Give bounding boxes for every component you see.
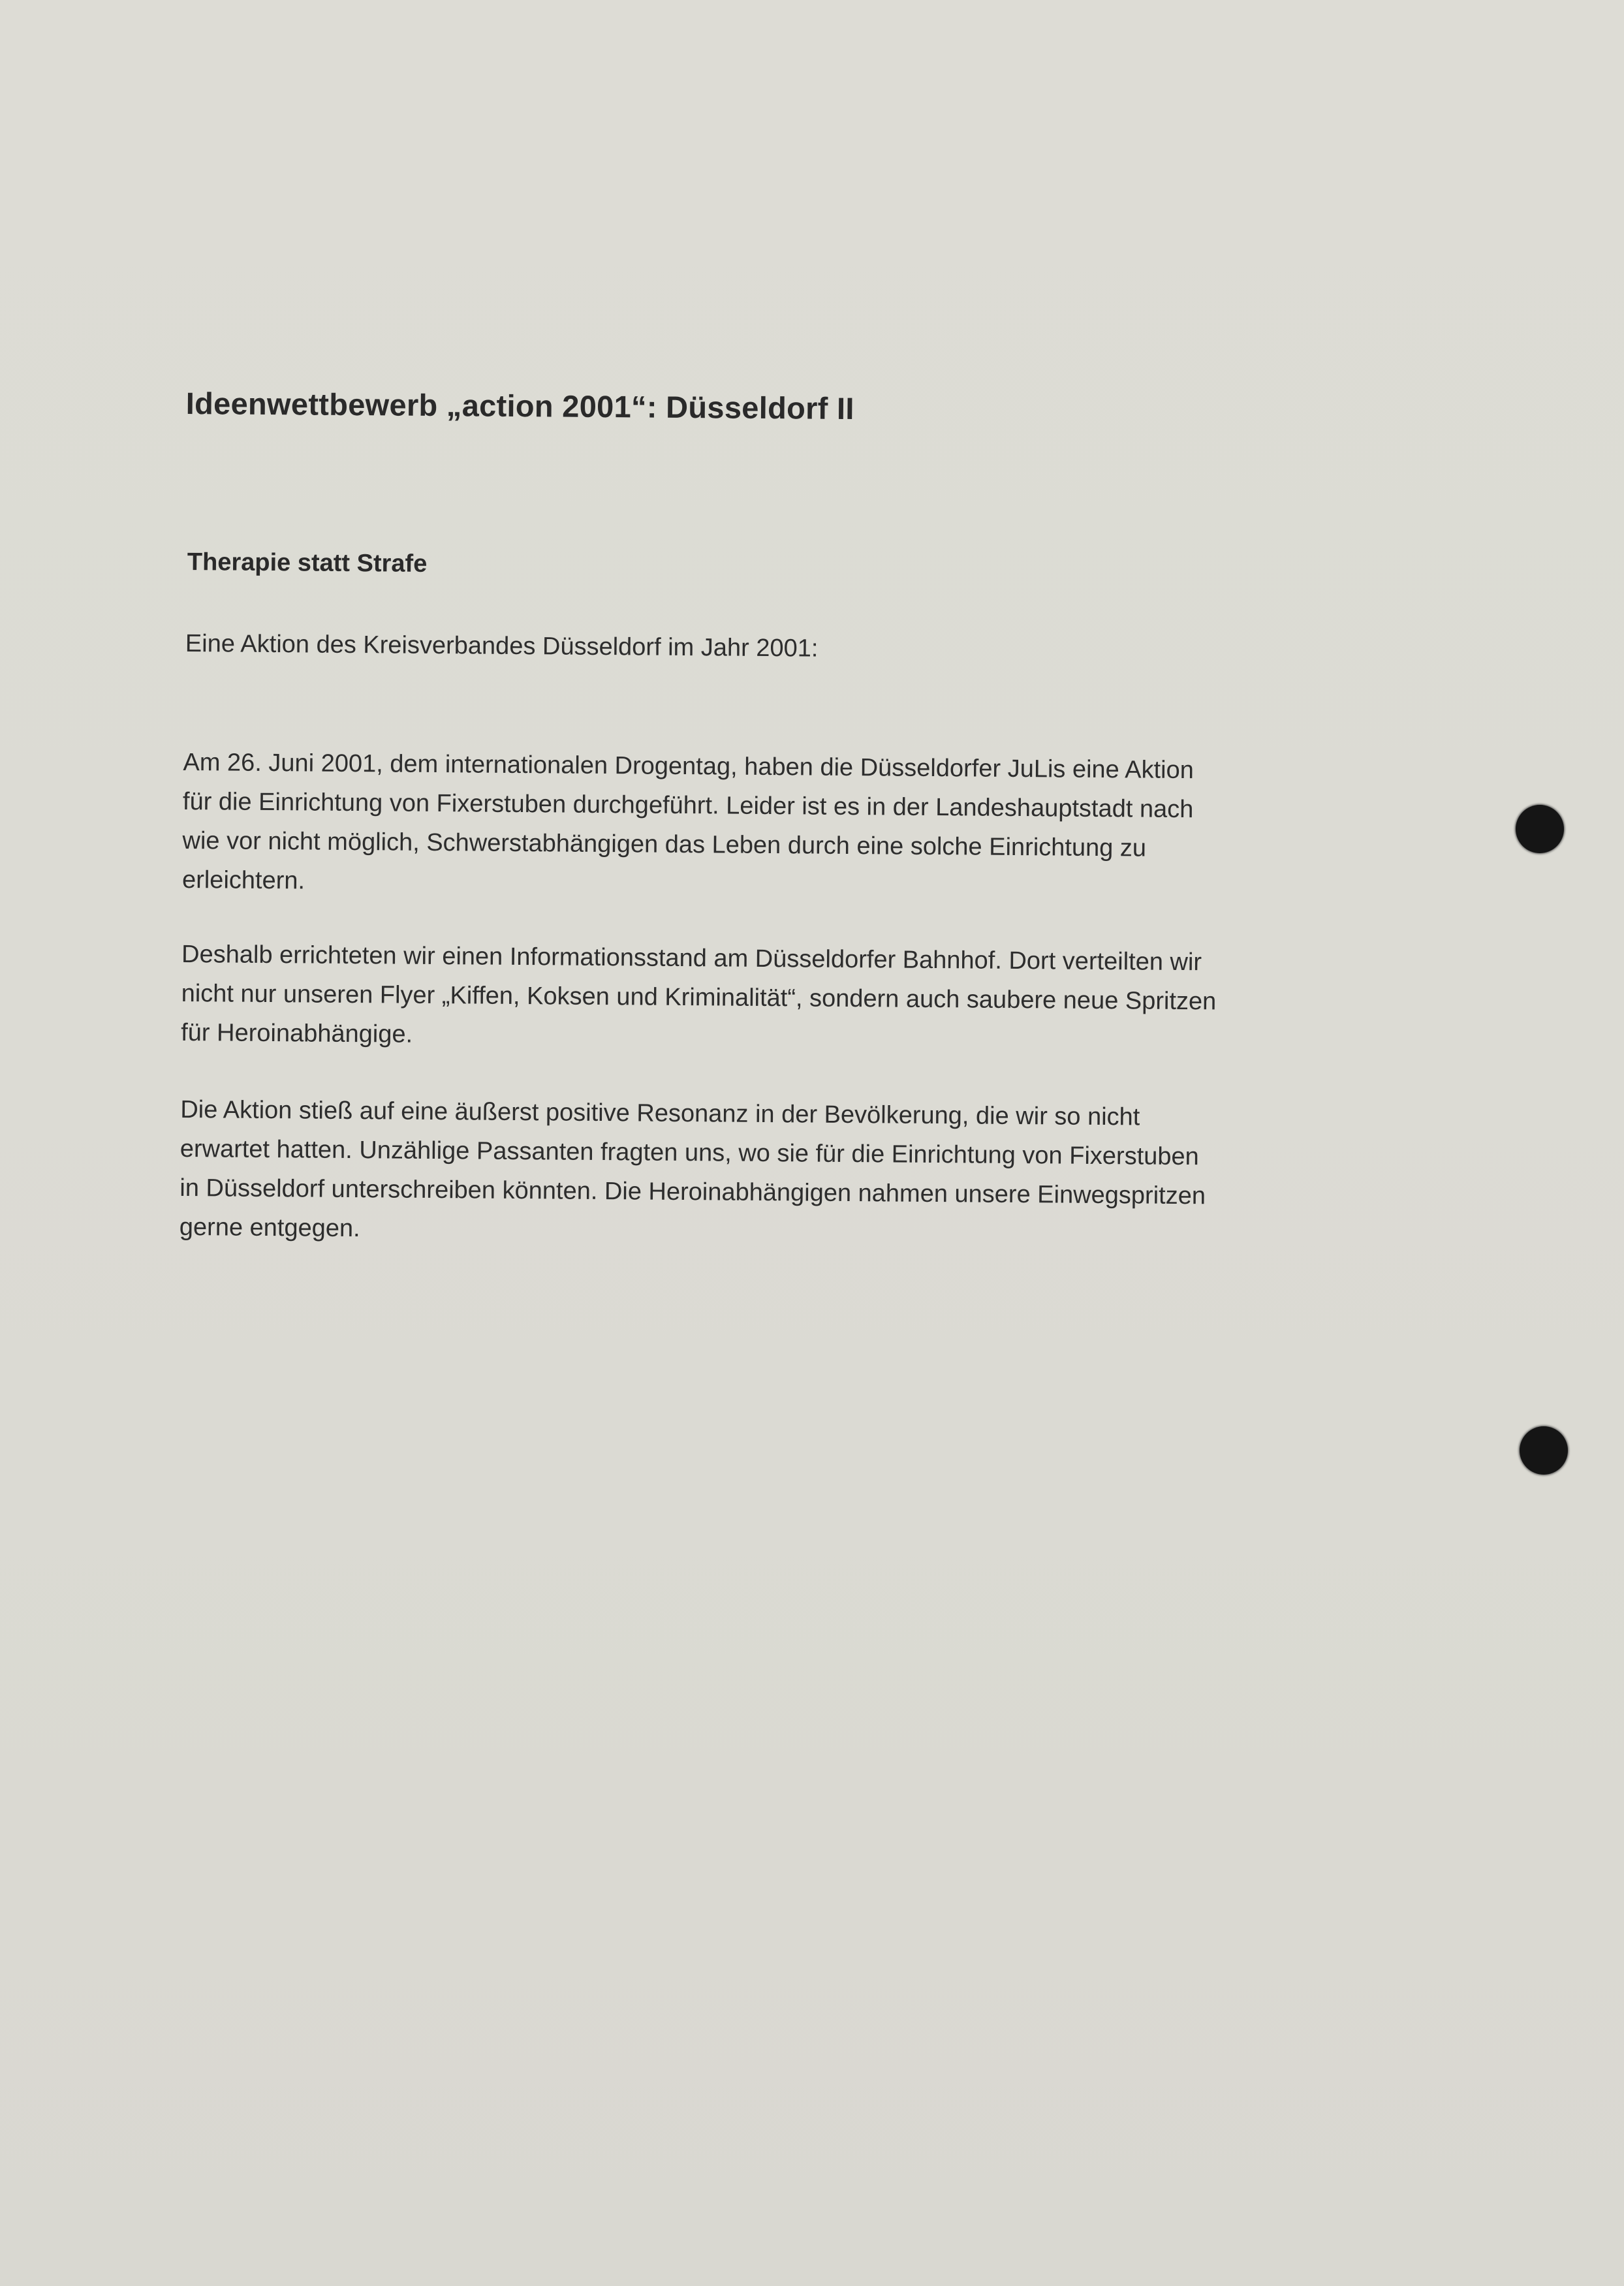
paragraph-2: Deshalb errichteten wir einen Informationsstand am Düsseldorfer Bahnhof. Dort verteilten wir nicht nur unseren Flyer „Kiffen, Koksen und Kriminalität“, sondern auch saubere neue Spritzen für Heroinabhängige.	[181, 940, 1217, 1048]
document-title: Ideenwettbewerb „action 2001“: Düsseldorf II	[185, 385, 854, 426]
intro-line: Eine Aktion des Kreisverbandes Düsseldorf im Jahr 2001:	[185, 630, 819, 663]
document-subtitle: Therapie statt Strafe	[187, 548, 428, 578]
punch-hole-bottom	[1520, 1426, 1568, 1475]
punch-hole-top	[1516, 805, 1564, 853]
document-body	[179, 385, 1230, 1243]
paragraph-1: Am 26. Juni 2001, dem internationalen Drogentag, haben die Düsseldorfer JuLis eine Aktion für die Einrichtung von Fixerstuben durchgeführt. Leider ist es in der Landeshauptstadt nach wie vor nicht möglich, Schwerstabhängigen das Leben durch eine solche Einrichtung zu erleichtern.	[181, 748, 1195, 895]
paragraph-3: Die Aktion stieß auf eine äußerst positive Resonanz in der Bevölkerung, die wir so nicht erwartet hatten. Unzählige Passanten fragten uns, wo sie für die Einrichtung von Fixerstuben in Düsseldorf unterschreiben könnten. Die Heroinabhängigen nahmen unsere Einwegspritzen gerne entgegen.	[179, 1095, 1206, 1243]
